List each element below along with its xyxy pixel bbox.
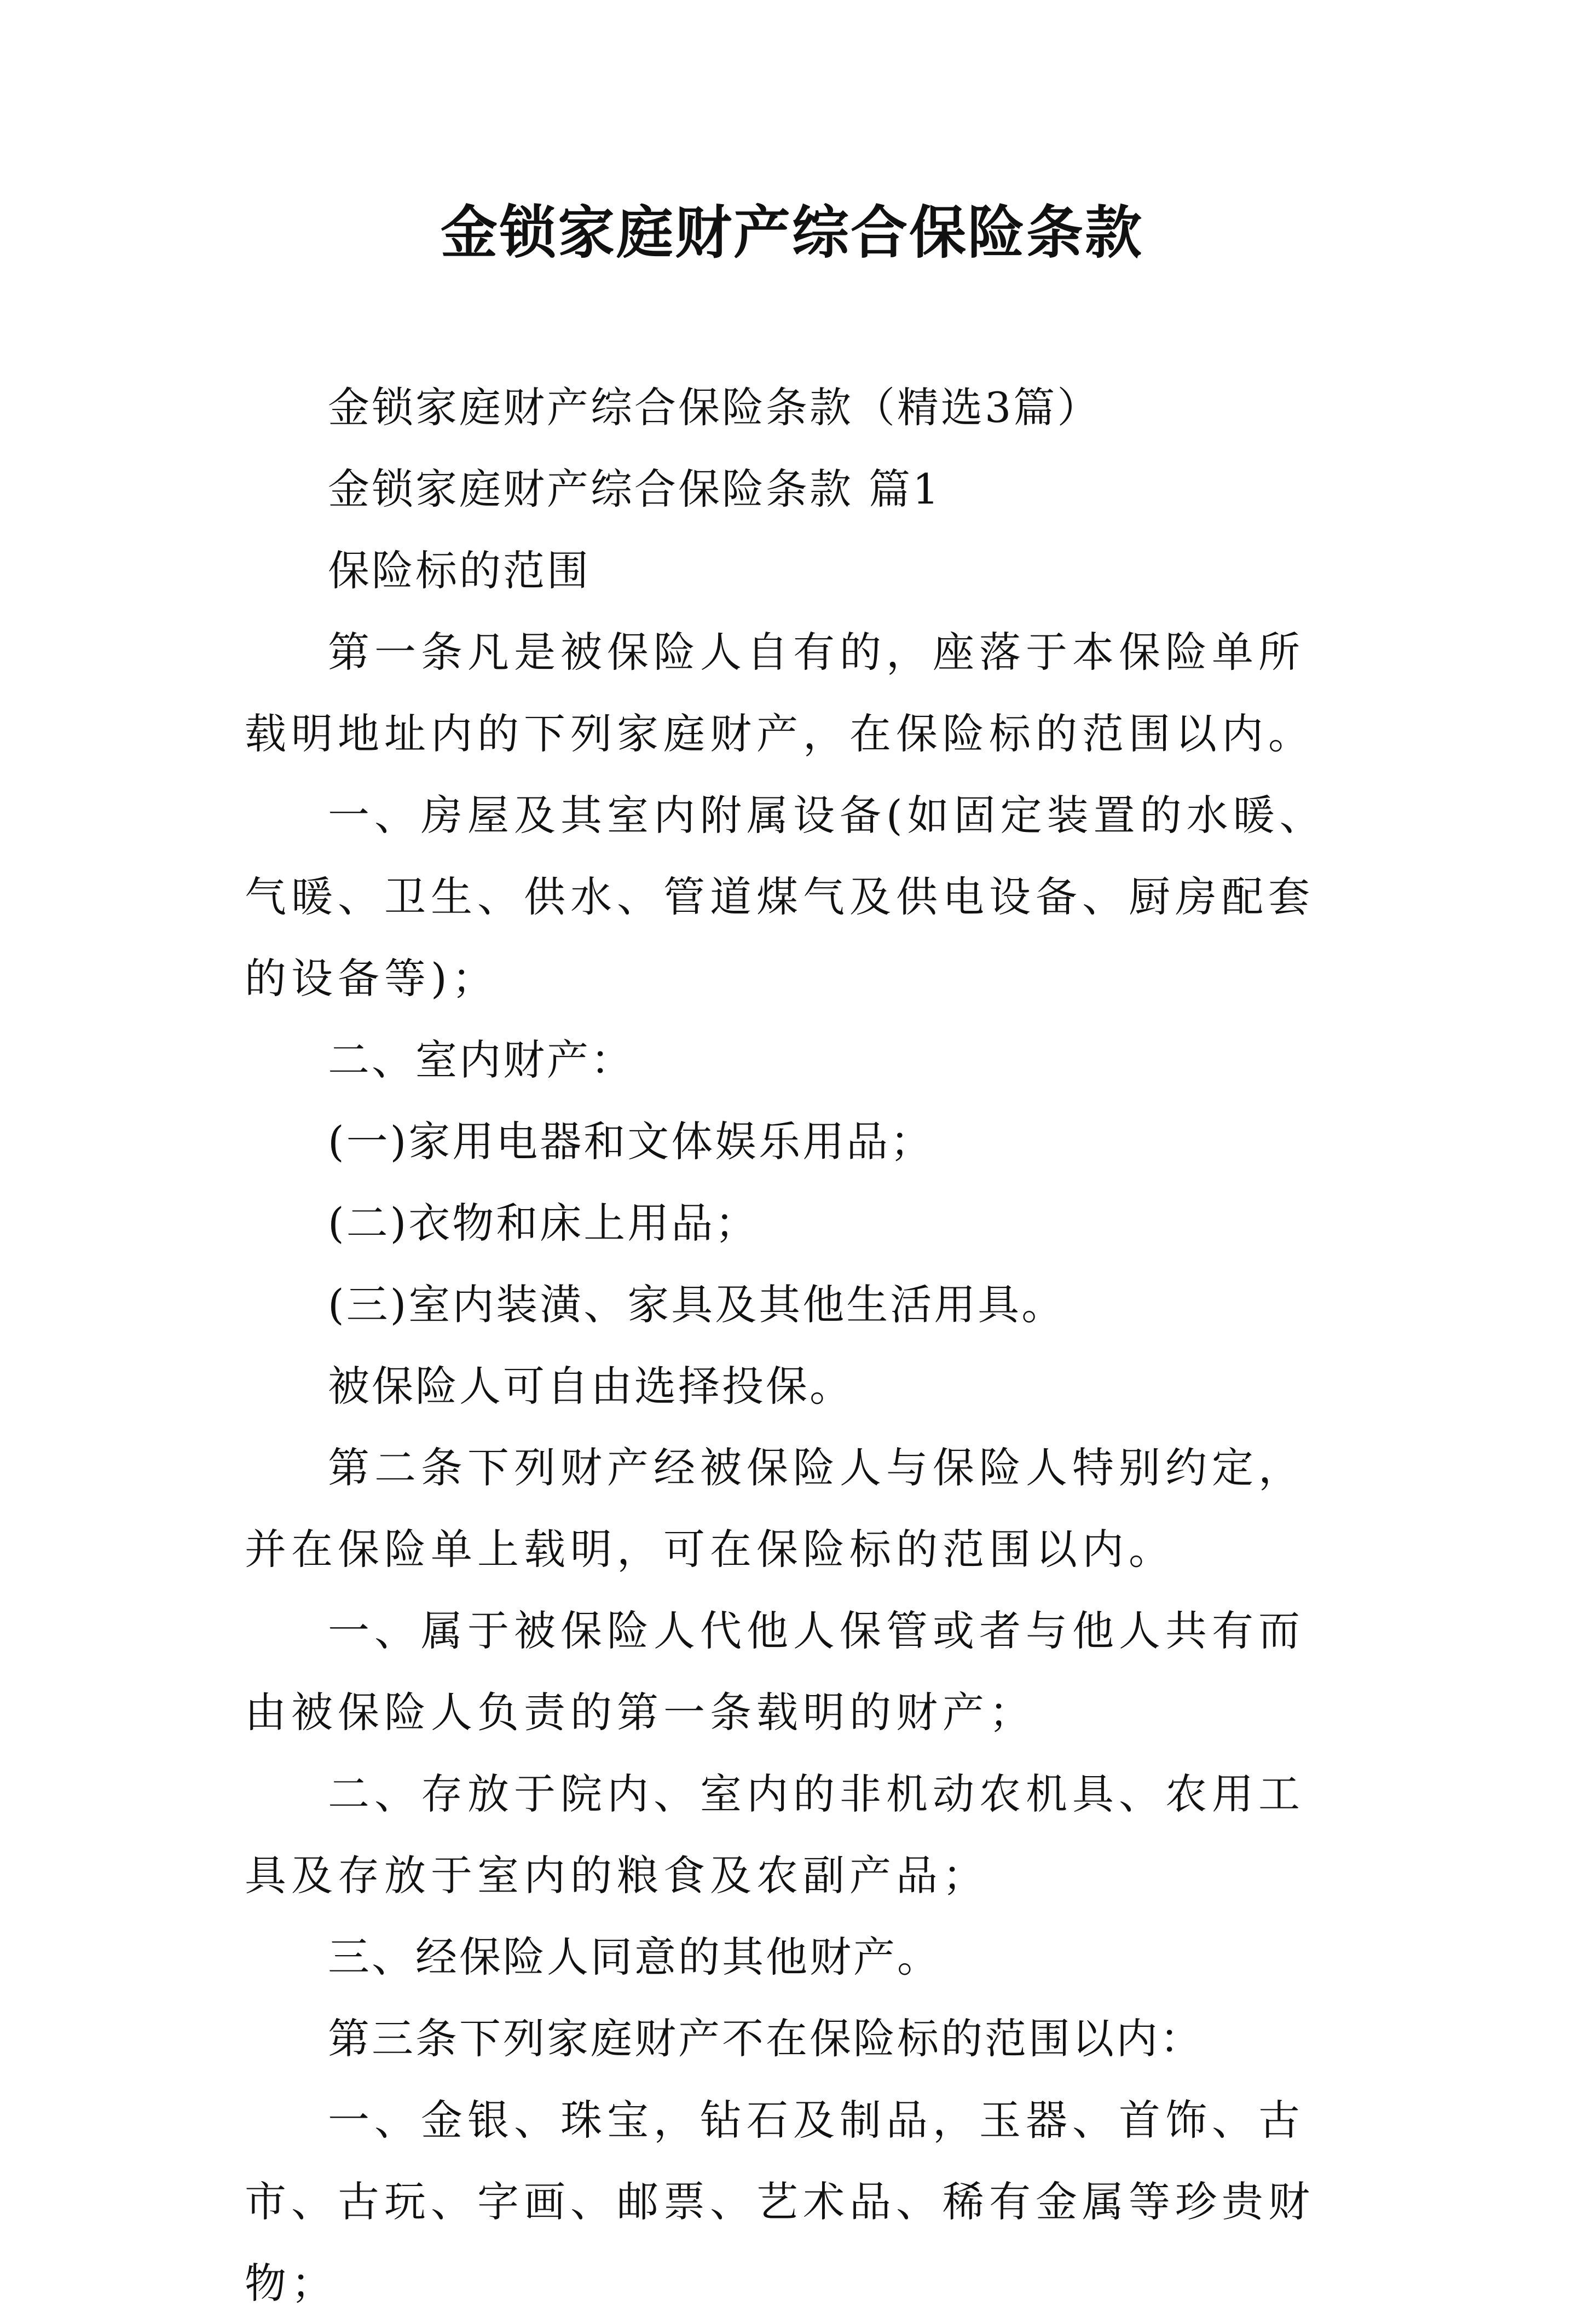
paragraph-article-2-item-2: 二、存放于院内、室内的非机动农机具、农用工具及存放于室内的粮食及农副产品； bbox=[245, 1770, 1305, 1900]
paragraph-section-heading: 金锁家庭财产综合保险条款 篇1 bbox=[328, 465, 941, 513]
paragraph-article-3: 第三条下列家庭财产不在保险标的范围以内： bbox=[328, 2014, 1204, 2063]
paragraph-subitem-3: (三)室内装潢、家具及其他生活用具。 bbox=[328, 1280, 1066, 1329]
paragraph-heading-scope: 保险标的范围 bbox=[328, 546, 591, 595]
paragraph-article-1: 第一条凡是被保险人自有的，座落于本保险单所载明地址内的下列家庭财产，在保险标的范围以内。 bbox=[245, 628, 1315, 758]
paragraph-article-2-item-3: 三、经保险人同意的其他财产。 bbox=[328, 1933, 941, 1981]
paragraph-free-choice: 被保险人可自由选择投保。 bbox=[328, 1362, 853, 1410]
paragraph-subitem-2: (二)衣物和床上用品； bbox=[328, 1199, 759, 1247]
document-body bbox=[245, 367, 1345, 2324]
document-title: 金锁家庭财产综合保险条款 bbox=[440, 199, 1143, 266]
paragraph-article-3-item-1: 一、金银、珠宝，钻石及制品，玉器、首饰、古市、古玩、字画、邮票、艺术品、稀有金属等珍贵财物； bbox=[245, 2096, 1315, 2308]
paragraph-item-indoor: 二、室内财产： bbox=[328, 1036, 634, 1084]
paragraph-subtitle: 金锁家庭财产综合保险条款（精选3篇） bbox=[328, 383, 1101, 432]
paragraph-article-2-item-1: 一、属于被保险人代他人保管或者与他人共有而由被保险人负责的第一条载明的财产； bbox=[245, 1606, 1305, 1737]
paragraph-article-2: 第二条下列财产经被保险人与保险人特别约定，并在保险单上载明，可在保险标的范围以内。 bbox=[245, 1443, 1305, 1574]
paragraph-item-housing: 一、房屋及其室内附属设备(如固定装置的水暖、气暖、卫生、供水、管道煤气及供电设备、厨房配套的设备等)； bbox=[245, 791, 1326, 1003]
paragraph-subitem-1: (一)家用电器和文体娱乐用品； bbox=[328, 1117, 934, 1166]
